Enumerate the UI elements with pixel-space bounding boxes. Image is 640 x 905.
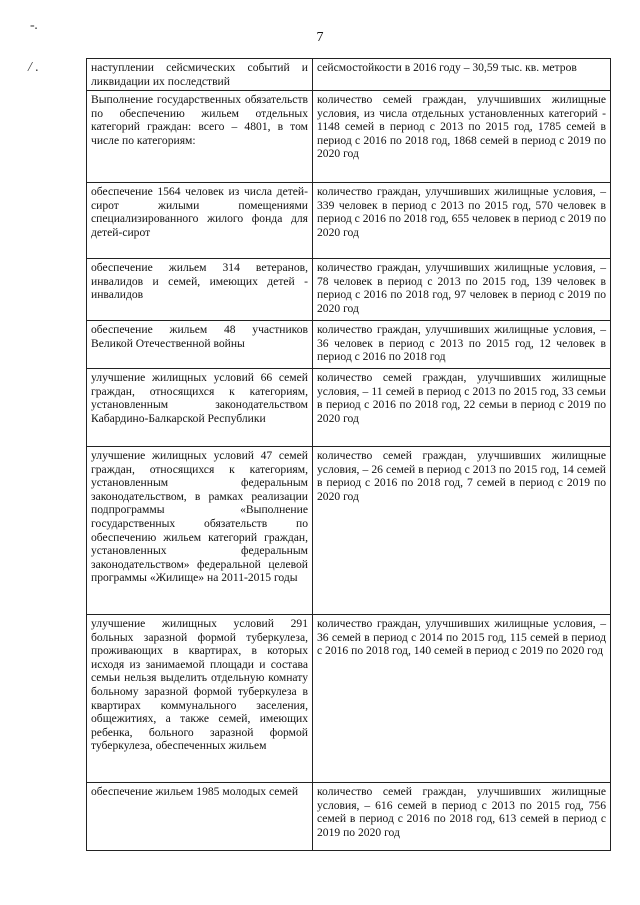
table-row: [87, 259, 611, 321]
result-cell: количество граждан, улучшивших жилищные условия, – 36 человек в период с 2013 по 2015 год, 12 человек в период с 2016 по 2018 год: [313, 321, 611, 369]
result-cell: количество граждан, улучшивших жилищные условия, – 339 человек в период с 2013 по 2015 год, 570 человек в период с 2016 по 2018 год, 655 человек в период с 2019 по 2020 год: [313, 183, 611, 259]
page-number: 7: [316, 30, 324, 45]
table-row: [87, 59, 611, 91]
result-cell: количество граждан, улучшивших жилищные условия, – 78 человек в период с 2013 по 2015 год, 139 человек в период с 2016 по 2018 год, 97 человек в период с 2019 по 2020 год: [313, 259, 611, 321]
table-row: [87, 615, 611, 783]
task-cell: улучшение жилищных условий 66 семей граждан, относящихся к категориям, установленным законодательством Кабардино-Балкарской Республики: [87, 369, 313, 447]
margin-mark: -.: [30, 18, 39, 33]
program-indicators-table: [86, 58, 611, 851]
result-cell: сейсмостойкости в 2016 году – 30,59 тыс. кв. метров: [313, 59, 611, 91]
task-cell: улучшение жилищных условий 291 больных заразной формой туберкулеза, проживающих в квартирах, в которых исходя из занимаемой площади и состава семьи нельзя выделить отдельную комнату больному заразной формой туберкулеза в квартирах коммунального заселения, общежитиях, а также семей, имеющих ребенка, больного заразной формой туберкулеза, обеспеченных жильем: [87, 615, 313, 783]
result-cell: количество семей граждан, улучшивших жилищные условия, – 616 семей в период с 2013 по 2015 год, 756 семей в период с 2016 по 2018 год, 613 семей в период с 2019 по 2020 год: [313, 783, 611, 851]
task-cell: Выполнение государственных обязательств по обеспечению жильем отдельных категорий граждан: всего – 4801, в том числе по категориям:: [87, 91, 313, 183]
table-row: [87, 783, 611, 851]
table-row: [87, 447, 611, 615]
task-cell: обеспечение жильем 314 ветеранов, инвалидов и семей, имеющих детей - инвалидов: [87, 259, 313, 321]
table-row: [87, 91, 611, 183]
result-cell: количество граждан, улучшивших жилищные условия, – 36 семей в период с 2014 по 2015 год, 115 семей в период с 2016 по 2018 год, 140 семей в период с 2019 по 2020 год: [313, 615, 611, 783]
task-cell: улучшение жилищных условий 47 семей граждан, относящихся к категориям, установленным федеральным законодательством, в рамках реализации подпрограммы «Выполнение государственных обязательств по обеспечению жильем категорий граждан, установленных федеральным законодательством» федеральной целевой программы «Жилище» на 2011-2015 годы: [87, 447, 313, 615]
table-row: [87, 369, 611, 447]
task-cell: обеспечение 1564 человек из числа детей-сирот жилыми помещениями специализированного жилого фонда для детей-сирот: [87, 183, 313, 259]
table-row: [87, 321, 611, 369]
result-cell: количество семей граждан, улучшивших жилищные условия, из числа отдельных установленных категорий - 1148 семей в период с 2013 по 2015 год, 1785 семей в период с 2016 по 2018 год, 1868 семей в период с 2019 по 2020 год: [313, 91, 611, 183]
result-cell: количество семей граждан, улучшивших жилищные условия, – 11 семей в период с 2013 по 2015 год, 33 семьи в период с 2016 по 2018 год, 22 семьи в период с 2019 по 2020 год: [313, 369, 611, 447]
margin-mark: / .: [28, 60, 39, 75]
task-cell: обеспечение жильем 1985 молодых семей: [87, 783, 313, 851]
table-row: [87, 183, 611, 259]
task-cell: обеспечение жильем 48 участников Великой Отечественной войны: [87, 321, 313, 369]
task-cell: наступлении сейсмических событий и ликвидации их последствий: [87, 59, 313, 91]
result-cell: количество семей граждан, улучшивших жилищные условия, – 26 семей в период с 2013 по 2015 год, 14 семей в период с 2016 по 2018 год, 7 семей в период с 2019 по 2020 год: [313, 447, 611, 615]
